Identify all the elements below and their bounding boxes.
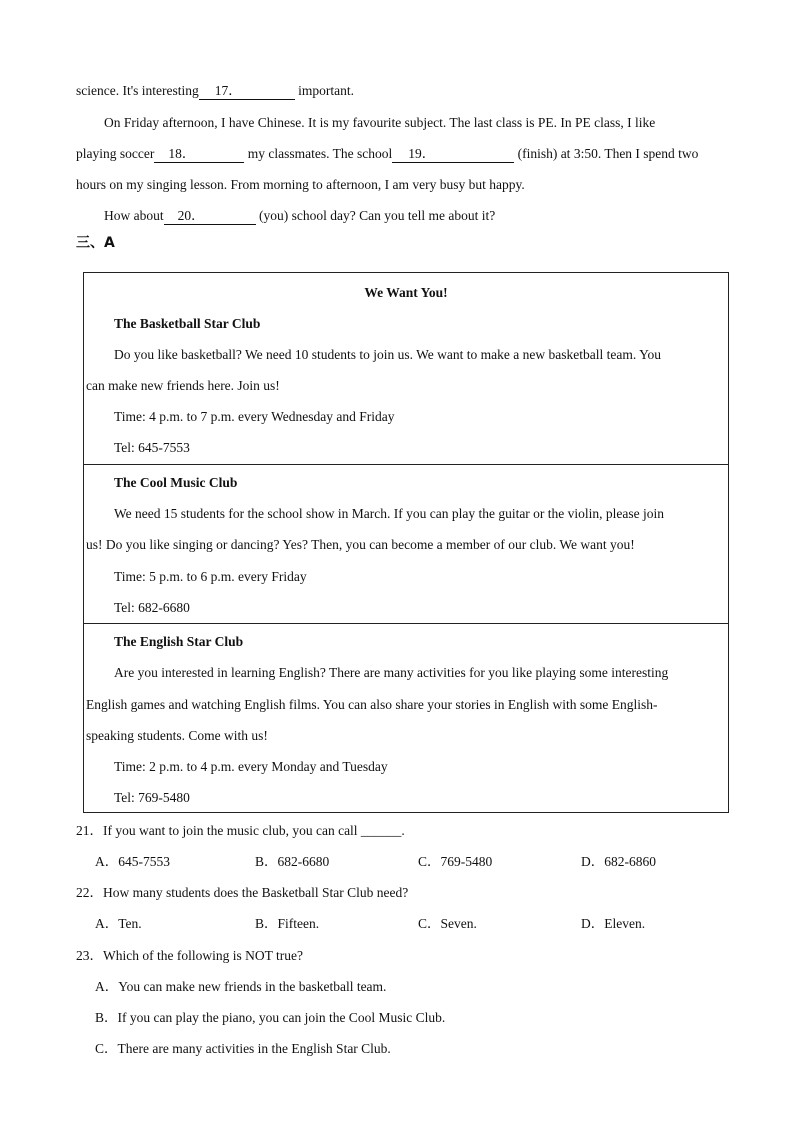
club-description: We need 15 students for the school show in March. If you can play the guitar or the violin, please join xyxy=(114,506,665,521)
option-c[interactable]: C．769-5480 xyxy=(418,854,493,869)
passage-text: science. It's interesting xyxy=(76,83,199,98)
answer-blank-17[interactable]: 17． xyxy=(199,83,295,100)
option-c[interactable]: C．There are many activities in the English Star Club. xyxy=(95,1041,391,1056)
question-21-stem: 21．If you want to join the music club, you can call ______. xyxy=(76,823,405,838)
club-time: Time: 5 p.m. to 6 p.m. every Friday xyxy=(114,569,307,584)
divider xyxy=(84,464,728,465)
passage-line-5: How about 20． (you) school day? Can you tell me about it? xyxy=(104,208,496,223)
club-name-english: The English Star Club xyxy=(114,634,244,649)
option-a[interactable]: A．Ten. xyxy=(95,916,142,931)
club-time: Time: 4 p.m. to 7 p.m. every Wednesday and Friday xyxy=(114,409,395,424)
club-description: English games and watching English films. You can also share your stories in English with some English- xyxy=(86,697,658,712)
club-name-music: The Cool Music Club xyxy=(114,475,238,490)
club-description: us! Do you like singing or dancing? Yes? Then, you can become a member of our club. We want you! xyxy=(86,537,635,552)
ad-title: We Want You! xyxy=(364,285,448,300)
club-ad-box xyxy=(83,272,729,813)
club-description: speaking students. Come with us! xyxy=(86,728,268,743)
club-description: Do you like basketball? We need 10 students to join us. We want to make a new basketball team. You xyxy=(114,347,661,362)
option-d[interactable]: D．682-6860 xyxy=(581,854,656,869)
club-tel: Tel: 769-5480 xyxy=(114,790,190,805)
option-c[interactable]: C．Seven. xyxy=(418,916,477,931)
option-b[interactable]: B．682-6680 xyxy=(255,854,330,869)
passage-line-4: hours on my singing lesson. From morning to afternoon, I am very busy but happy. xyxy=(76,177,525,192)
answer-blank-18[interactable]: 18． xyxy=(154,146,244,163)
club-description: can make new friends here. Join us! xyxy=(86,378,280,393)
passage-text: important. xyxy=(298,83,355,98)
option-a[interactable]: A．645-7553 xyxy=(95,854,170,869)
passage-line-1 xyxy=(76,82,354,100)
passage-line-3: playing soccer 18． my classmates. The school 19． (finish) at 3:50. Then I spend two xyxy=(76,146,699,161)
answer-blank-20[interactable]: 20． xyxy=(164,208,256,225)
option-d[interactable]: D．Eleven. xyxy=(581,916,646,931)
club-time: Time: 2 p.m. to 4 p.m. every Monday and Tuesday xyxy=(114,759,388,774)
option-b[interactable]: B．If you can play the piano, you can join the Cool Music Club. xyxy=(95,1010,446,1025)
club-description: Are you interested in learning English? There are many activities for you like playing some interesting xyxy=(114,665,669,680)
club-tel: Tel: 645-7553 xyxy=(114,440,190,455)
club-name-basketball: The Basketball Star Club xyxy=(114,316,261,331)
section-heading: 三、A xyxy=(76,235,115,251)
question-22-stem: 22．How many students does the Basketball Star Club need? xyxy=(76,885,409,900)
passage-line-2: On Friday afternoon, I have Chinese. It is my favourite subject. The last class is PE. In PE class, I like xyxy=(104,115,656,130)
answer-blank-19[interactable]: 19． xyxy=(392,146,514,163)
divider xyxy=(84,623,728,624)
option-a[interactable]: A．You can make new friends in the basketball team. xyxy=(95,979,387,994)
option-b[interactable]: B．Fifteen. xyxy=(255,916,320,931)
question-23-stem: 23．Which of the following is NOT true? xyxy=(76,948,303,963)
club-tel: Tel: 682-6680 xyxy=(114,600,190,615)
